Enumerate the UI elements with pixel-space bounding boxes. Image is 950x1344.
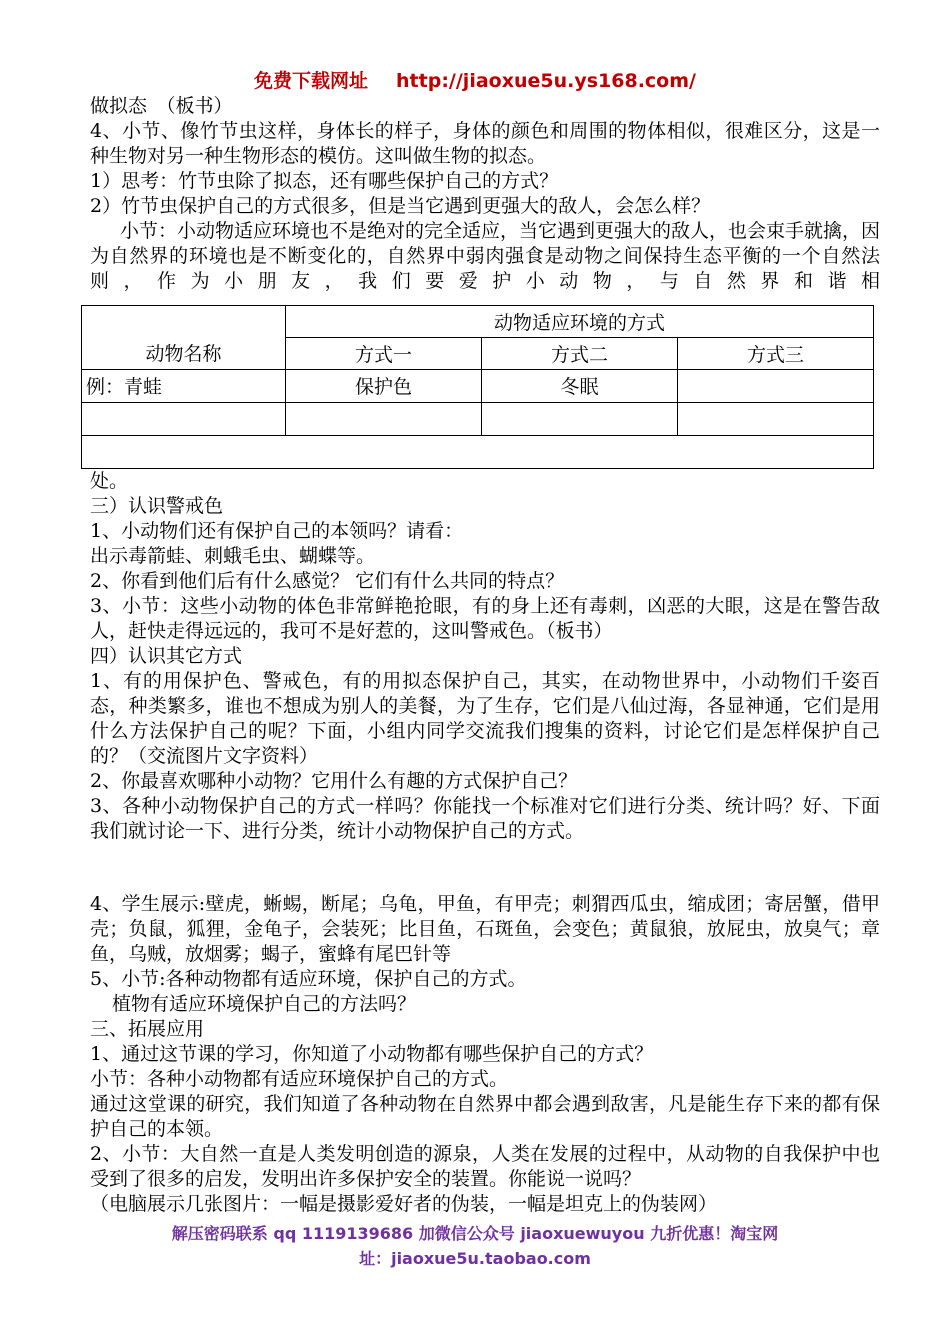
paragraph: 小节：小动物适应环境也不是绝对的完全适应，当它遇到更强大的敌人，也会束手就擒，因为自然界的环境也是不断变化的，自然界中弱肉强食是动物之间保持生态平衡的一个自然法则，作为小朋友，我们要爱护小动物，与自然界和谐相	[90, 220, 881, 292]
paragraph: 做拟态 （板书）	[90, 95, 233, 117]
empty-cell	[286, 402, 482, 435]
header-animal-name: 动物名称	[82, 306, 286, 370]
cell-example-method-2: 冬眠	[482, 370, 678, 402]
paragraph: 5、小节:各种动物都有适应环境，保护自己的方式。	[90, 968, 527, 990]
paragraph: 植物有适应环境保护自己的方法吗？	[112, 993, 417, 1015]
empty-cell	[82, 402, 286, 435]
text-block-3	[90, 892, 880, 1217]
section-heading: 三）认识警戒色	[90, 495, 224, 517]
paragraph: 1、小动物们还有保护自己的本领吗？请看：	[90, 520, 464, 542]
text-block-2	[90, 469, 880, 844]
section-heading: 三、拓展应用	[90, 1018, 205, 1040]
paragraph: 2、你看到他们后有什么感觉？ 它们有什么共同的特点？	[90, 570, 565, 592]
paragraph: 1）思考：竹节虫除了拟态，还有哪些保护自己的方式？	[90, 170, 559, 192]
paragraph: 3、小节：这些小动物的体色非常鲜艳抢眼，有的身上还有毒刺，凶恶的大眼，这是在警告敌人，赶快走得远远的，我可不是好惹的，这叫警戒色。（板书）	[90, 595, 880, 642]
paragraph: 2、小节：大自然一直是人类发明创造的源泉，人类在发展的过程中，从动物的自我保护中也受到了很多的启发，发明出许多保护安全的装置。你能说一说吗？	[90, 1143, 880, 1190]
header-adaptation-methods: 动物适应环境的方式	[286, 306, 874, 338]
paragraph: 小节：各种小动物都有适应环境保护自己的方式。	[90, 1068, 509, 1090]
text-block-1	[90, 94, 880, 294]
footer-contact-line: 解压密码联系 qq 1119139686 加微信公众号 jiaoxuewuyou 九折优惠！淘宝网	[171, 1224, 779, 1243]
paragraph: （电脑展示几张图片：一幅是摄影爱好者的伪装，一幅是坦克上的伪装网）	[90, 1193, 718, 1215]
cell-example-method-1: 保护色	[286, 370, 482, 402]
header-method-2: 方式二	[482, 338, 678, 370]
paragraph: 4、小节、像竹节虫这样，身体长的样子，身体的颜色和周围的物体相似，很难区分，这是一种生物对另一种生物形态的模仿。这叫做生物的拟态。	[90, 120, 880, 167]
empty-cell	[482, 402, 678, 435]
header-label: 免费下载网址	[254, 70, 369, 92]
cell-example-method-3	[678, 370, 874, 402]
paragraph: 1、有的用保护色、警戒色，有的用拟态保护自己，其实，在动物世界中，小动物们千姿百态，种类繁多，谁也不想成为别人的美餐，为了生存，它们是八仙过海，各显神通，它们是用什么方法保护自己的呢？下面，小组内同学交流我们搜集的资料，讨论它们是怎样保护自己的？（交流图片文字资料）	[90, 670, 880, 767]
empty-cell	[678, 402, 874, 435]
paragraph: 4、学生展示:壁虎，蜥蜴，断尾；乌龟，甲鱼，有甲壳；刺猬西瓜虫，缩成团；寄居蟹，借甲壳；负鼠，狐狸，金龟子，会装死；比目鱼，石斑鱼，会变色；黄鼠狼，放屁虫，放臭气；章鱼，乌贼，放烟雾；蝎子，蜜蜂有尾巴针等	[90, 893, 880, 965]
header-method-1: 方式一	[286, 338, 482, 370]
empty-cell	[82, 435, 874, 468]
footer-shop-url[interactable]: 址：jiaoxue5u.taobao.com	[359, 1249, 591, 1268]
header-url-link[interactable]: http://jiaoxue5u.ys168.com/	[396, 70, 696, 92]
paragraph: 处。	[90, 470, 129, 492]
paragraph: 3、各种小动物保护自己的方式一样吗？你能找一个标准对它们进行分类、统计吗？好、下面我们就讨论一下、进行分类，统计小动物保护自己的方式。	[90, 795, 880, 842]
download-header	[0, 66, 950, 93]
paragraph: 2）竹节虫保护自己的方式很多，但是当它遇到更强大的敌人，会怎么样？	[90, 195, 711, 217]
paragraph: 通过这堂课的研究，我们知道了各种动物在自然界中都会遇到敌害，凡是能生存下来的都有保护自己的本领。	[90, 1093, 880, 1140]
section-heading: 四）认识其它方式	[90, 645, 243, 667]
paragraph: 出示毒箭蛙、刺蛾毛虫、蝴蝶等。	[90, 545, 376, 567]
cell-example-name: 例：青蛙	[82, 370, 286, 402]
adaptation-table	[81, 305, 874, 469]
header-method-3: 方式三	[678, 338, 874, 370]
paragraph: 1、通过这节课的学习，你知道了小动物都有哪些保护自己的方式？	[90, 1043, 654, 1065]
paragraph: 2、你最喜欢哪种小动物？它用什么有趣的方式保护自己？	[90, 770, 578, 792]
